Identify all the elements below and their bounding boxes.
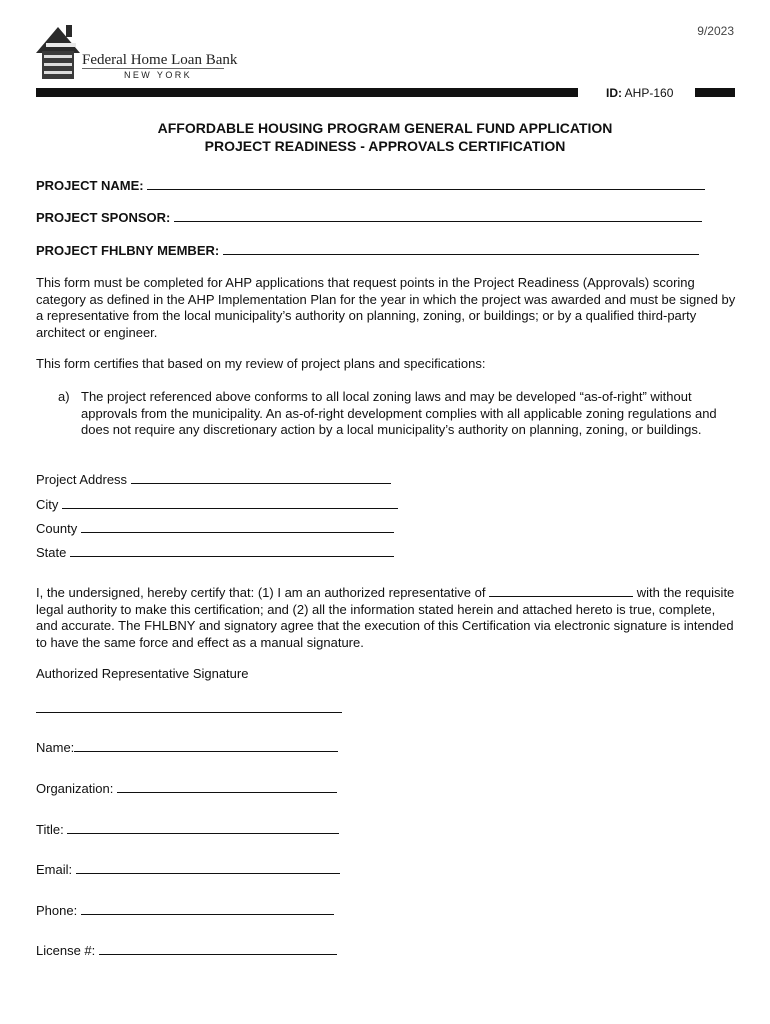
certifies-statement: This form certifies that based on my review of project plans and specifications: — [36, 356, 486, 371]
certification-text-1: I, the undersigned, hereby certify that: (1) I am an authorized representative of — [36, 585, 486, 600]
signature-label: Authorized Representative Signature — [36, 666, 249, 681]
item-a-label: a) — [58, 389, 70, 404]
phone-field[interactable] — [36, 902, 334, 918]
project-name-label: PROJECT NAME: — [36, 178, 144, 193]
logo-divider — [82, 68, 224, 69]
form-id — [606, 86, 673, 100]
authorized-entity-blank[interactable] — [489, 585, 633, 597]
license-label: License #: — [36, 943, 96, 958]
organization-label: Organization: — [36, 781, 114, 796]
form-id-value: AHP-160 — [624, 86, 674, 100]
state-field[interactable] — [36, 544, 394, 560]
title-blank[interactable] — [67, 821, 339, 834]
county-label: County — [36, 521, 78, 536]
phone-label: Phone: — [36, 903, 78, 918]
project-member-field[interactable] — [36, 242, 699, 258]
item-a-text: The project referenced above conforms to all local zoning laws and may be developed “as-of-right” without approvals from the municipality. An as-of-right development complies with all applicable zoning regulations and does not require any discretionary action by a local municipality’s authority on planning, zoning, or buildings. — [81, 389, 717, 437]
form-subtitle: PROJECT READINESS - APPROVALS CERTIFICATION — [204, 138, 566, 154]
intro-paragraph: This form must be completed for AHP applications that request points in the Project Readiness (Approvals) scoring category as defined in the AHP Implementation Plan for the year in which the project was awarded and must be signed by a representative from the local municipality’s authority on planning, zoning, or buildings; or by a qualified third-party architect or engineer. — [36, 275, 736, 340]
title-label: Title: — [36, 822, 64, 837]
city-blank[interactable] — [62, 496, 398, 509]
state-label: State — [36, 545, 67, 560]
project-address-field[interactable] — [36, 471, 391, 487]
project-address-label: Project Address — [36, 472, 128, 487]
certification-paragraph — [36, 585, 736, 651]
organization-blank[interactable] — [117, 780, 337, 793]
city-field[interactable] — [36, 496, 398, 512]
project-name-blank[interactable] — [147, 177, 705, 190]
county-blank[interactable] — [81, 520, 394, 533]
certification-text-2: with the requisite legal authority to make this certification; and (2) all the information stated herein and attached hereto is true, complete, and accurate. The FHLBNY and signatory agree that the execution of this Certification via electronic signature is intended to have the same force and effect as a manual signature. — [36, 585, 735, 650]
form-title: AFFORDABLE HOUSING PROGRAM GENERAL FUND APPLICATION — [157, 120, 613, 136]
form-date: 9/2023 — [697, 24, 734, 38]
project-member-label: PROJECT FHLBNY MEMBER: — [36, 243, 220, 258]
signer-name-blank[interactable] — [74, 739, 338, 752]
project-member-blank[interactable] — [223, 242, 699, 255]
license-field[interactable] — [36, 942, 337, 958]
bank-city: NEW YORK — [124, 70, 193, 80]
license-blank[interactable] — [99, 942, 337, 955]
title-field[interactable] — [36, 821, 339, 837]
signer-name-label: Name: — [36, 740, 75, 755]
project-sponsor-field[interactable] — [36, 209, 702, 225]
email-field[interactable] — [36, 861, 340, 877]
organization-field[interactable] — [36, 780, 337, 796]
header-bar-left — [36, 88, 578, 97]
email-blank[interactable] — [76, 861, 340, 874]
email-label: Email: — [36, 862, 73, 877]
city-label: City — [36, 497, 59, 512]
phone-blank[interactable] — [81, 902, 334, 915]
signer-name-field[interactable] — [36, 739, 338, 755]
form-id-label: ID: — [606, 86, 622, 100]
county-field[interactable] — [36, 520, 394, 536]
project-name-field[interactable] — [36, 177, 705, 193]
state-blank[interactable] — [70, 544, 394, 557]
project-sponsor-label: PROJECT SPONSOR: — [36, 210, 171, 225]
bank-name: Federal Home Loan Bank — [82, 52, 238, 68]
header-bar-right — [695, 88, 735, 97]
list-item — [58, 389, 738, 439]
project-address-blank[interactable] — [131, 471, 391, 484]
project-sponsor-blank[interactable] — [174, 209, 702, 222]
signature-line[interactable] — [36, 712, 342, 713]
fhlb-house-flag-logo — [36, 23, 80, 81]
